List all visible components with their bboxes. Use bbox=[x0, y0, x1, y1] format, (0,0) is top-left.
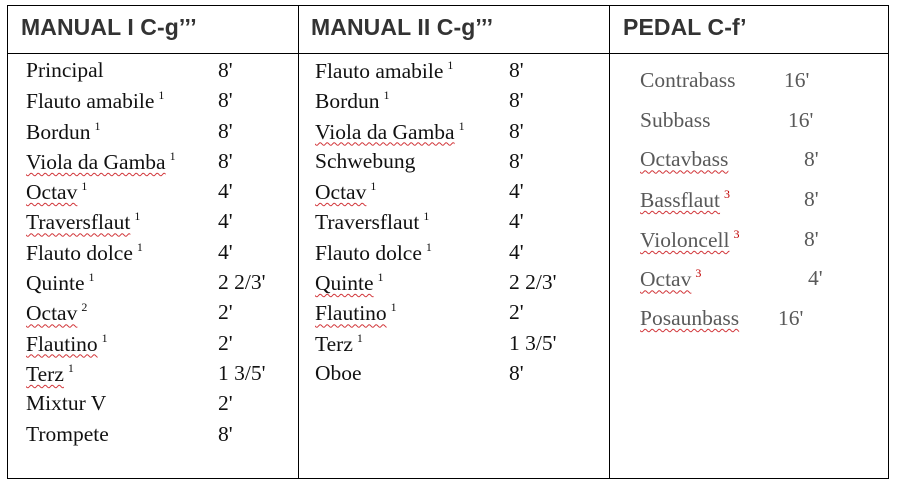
list-item bbox=[26, 58, 296, 88]
stop-name: Octav bbox=[640, 267, 692, 292]
list-item bbox=[26, 240, 296, 270]
stop-name: Octavbass bbox=[640, 147, 729, 172]
stop-size: 2 2/3' bbox=[509, 270, 557, 295]
pedal-header: PEDAL C-f’ bbox=[623, 14, 747, 40]
footnote-marker: 1 bbox=[67, 360, 74, 375]
list-item bbox=[26, 179, 296, 209]
stop-size: 4' bbox=[509, 209, 524, 234]
footnote-marker: 1 bbox=[370, 179, 377, 194]
footnote-marker: 1 bbox=[136, 239, 143, 254]
stop-name: Quinte bbox=[26, 271, 85, 296]
stop-size: 4' bbox=[509, 179, 524, 204]
manual1-stop-list bbox=[26, 58, 296, 452]
footnote-marker: 1 bbox=[390, 300, 397, 315]
stop-size: 16' bbox=[788, 107, 814, 132]
footnote-marker: 3 bbox=[695, 266, 702, 281]
list-item bbox=[26, 300, 296, 330]
list-item bbox=[640, 68, 885, 108]
stop-size: 8' bbox=[804, 147, 819, 172]
manual2-header: MANUAL II C-g’’’ bbox=[311, 14, 494, 40]
column-divider bbox=[609, 6, 610, 478]
list-item bbox=[315, 88, 605, 118]
stop-size: 4' bbox=[808, 266, 823, 291]
stop-size: 2 2/3' bbox=[218, 270, 266, 295]
stop-name: Terz bbox=[315, 331, 353, 356]
list-item bbox=[315, 331, 605, 361]
stop-size: 2' bbox=[218, 330, 233, 355]
stop-name: Violoncell bbox=[640, 227, 730, 252]
footnote-marker: 3 bbox=[733, 226, 740, 241]
stop-name: Traversflaut bbox=[26, 210, 131, 235]
stop-name: Flauto dolce bbox=[26, 240, 133, 265]
stop-size: 4' bbox=[218, 209, 233, 234]
list-item bbox=[315, 58, 605, 88]
stop-name: Terz bbox=[26, 361, 64, 386]
stop-size: 1 3/5' bbox=[509, 330, 557, 355]
footnote-marker: 1 bbox=[88, 270, 95, 285]
footnote-marker: 1 bbox=[158, 88, 165, 103]
list-item bbox=[640, 187, 885, 227]
stop-name: Bordun bbox=[315, 89, 380, 114]
footnote-marker: 1 bbox=[101, 330, 108, 345]
stop-name: Quinte bbox=[315, 271, 374, 296]
stop-size: 2' bbox=[218, 391, 233, 416]
pedal-stop-list bbox=[640, 68, 885, 346]
stop-name: Mixtur V bbox=[26, 391, 107, 416]
list-item bbox=[26, 391, 296, 421]
stop-name: Contrabass bbox=[640, 68, 736, 92]
footnote-marker: 1 bbox=[169, 148, 176, 163]
stop-name: Flautino bbox=[26, 331, 98, 356]
header-divider bbox=[8, 53, 888, 54]
stop-name: Octav bbox=[26, 301, 78, 326]
stop-size: 2' bbox=[218, 300, 233, 325]
footnote-marker: 2 bbox=[81, 300, 88, 315]
list-item bbox=[26, 88, 296, 118]
list-item bbox=[315, 270, 605, 300]
stop-size: 16' bbox=[778, 306, 804, 331]
list-item bbox=[26, 331, 296, 361]
footnote-marker: 3 bbox=[724, 187, 731, 202]
stop-name: Octav bbox=[26, 180, 78, 205]
stop-size: 1 3/5' bbox=[218, 360, 266, 385]
footnote-marker: 1 bbox=[94, 118, 101, 133]
stop-size: 8' bbox=[804, 226, 819, 251]
column-divider bbox=[298, 6, 299, 478]
list-item bbox=[640, 147, 885, 187]
footnote-marker: 1 bbox=[425, 239, 432, 254]
list-item bbox=[640, 108, 885, 148]
footnote-marker: 1 bbox=[356, 330, 363, 345]
footnote-marker: 1 bbox=[377, 270, 384, 285]
stop-name: Trompete bbox=[26, 421, 109, 446]
stop-list-table bbox=[7, 5, 889, 479]
stop-name: Bassflaut bbox=[640, 188, 721, 213]
list-item bbox=[315, 149, 605, 179]
stop-size: 4' bbox=[509, 239, 524, 264]
stop-name: Bordun bbox=[26, 119, 91, 144]
list-item bbox=[26, 149, 296, 179]
stop-name: Octav bbox=[315, 180, 367, 205]
stop-size: 8' bbox=[218, 148, 233, 173]
manual2-stop-list bbox=[315, 58, 605, 391]
footnote-marker: 1 bbox=[134, 209, 141, 224]
footnote-marker: 1 bbox=[81, 179, 88, 194]
stop-size: 8' bbox=[804, 187, 819, 212]
list-item bbox=[315, 300, 605, 330]
stop-size: 8' bbox=[509, 148, 524, 173]
stop-name: Flauto dolce bbox=[315, 240, 422, 265]
list-item bbox=[26, 361, 296, 391]
list-item bbox=[315, 179, 605, 209]
footnote-marker: 1 bbox=[458, 118, 465, 133]
stop-name: Flautino bbox=[315, 301, 387, 326]
list-item bbox=[26, 422, 296, 452]
stop-name: Flauto amabile bbox=[315, 59, 444, 83]
stop-size: 2' bbox=[509, 300, 524, 325]
stop-name: Viola da Gamba bbox=[315, 119, 455, 144]
stop-size: 8' bbox=[509, 88, 524, 113]
list-item bbox=[315, 209, 605, 239]
stop-name: Subbass bbox=[640, 107, 711, 132]
stop-size: 16' bbox=[784, 68, 810, 92]
stop-name: Traversflaut bbox=[315, 210, 420, 235]
stop-size: 8' bbox=[509, 118, 524, 143]
stop-size: 4' bbox=[218, 239, 233, 264]
stop-name: Posaunbass bbox=[640, 306, 740, 331]
footnote-marker: 1 bbox=[447, 58, 454, 72]
stop-size: 8' bbox=[218, 58, 233, 82]
list-item bbox=[26, 270, 296, 300]
manual1-header: MANUAL I C-g’’’ bbox=[21, 14, 197, 40]
stop-name: Schwebung bbox=[315, 148, 416, 173]
list-item bbox=[315, 240, 605, 270]
list-item bbox=[315, 119, 605, 149]
footnote-marker: 1 bbox=[383, 88, 390, 103]
stop-size: 4' bbox=[218, 179, 233, 204]
stop-name: Principal bbox=[26, 58, 104, 82]
stop-size: 8' bbox=[218, 88, 233, 113]
list-item bbox=[26, 209, 296, 239]
stop-name: Oboe bbox=[315, 360, 362, 385]
stop-size: 8' bbox=[509, 360, 524, 385]
stop-name: Viola da Gamba bbox=[26, 149, 166, 174]
stop-name: Flauto amabile bbox=[26, 89, 155, 114]
list-item bbox=[640, 266, 885, 306]
stop-size: 8' bbox=[509, 58, 524, 82]
list-item bbox=[640, 306, 885, 346]
list-item bbox=[26, 119, 296, 149]
list-item bbox=[315, 361, 605, 391]
footnote-marker: 1 bbox=[423, 209, 430, 224]
list-item bbox=[640, 227, 885, 267]
stop-size: 8' bbox=[218, 421, 233, 446]
stop-size: 8' bbox=[218, 118, 233, 143]
